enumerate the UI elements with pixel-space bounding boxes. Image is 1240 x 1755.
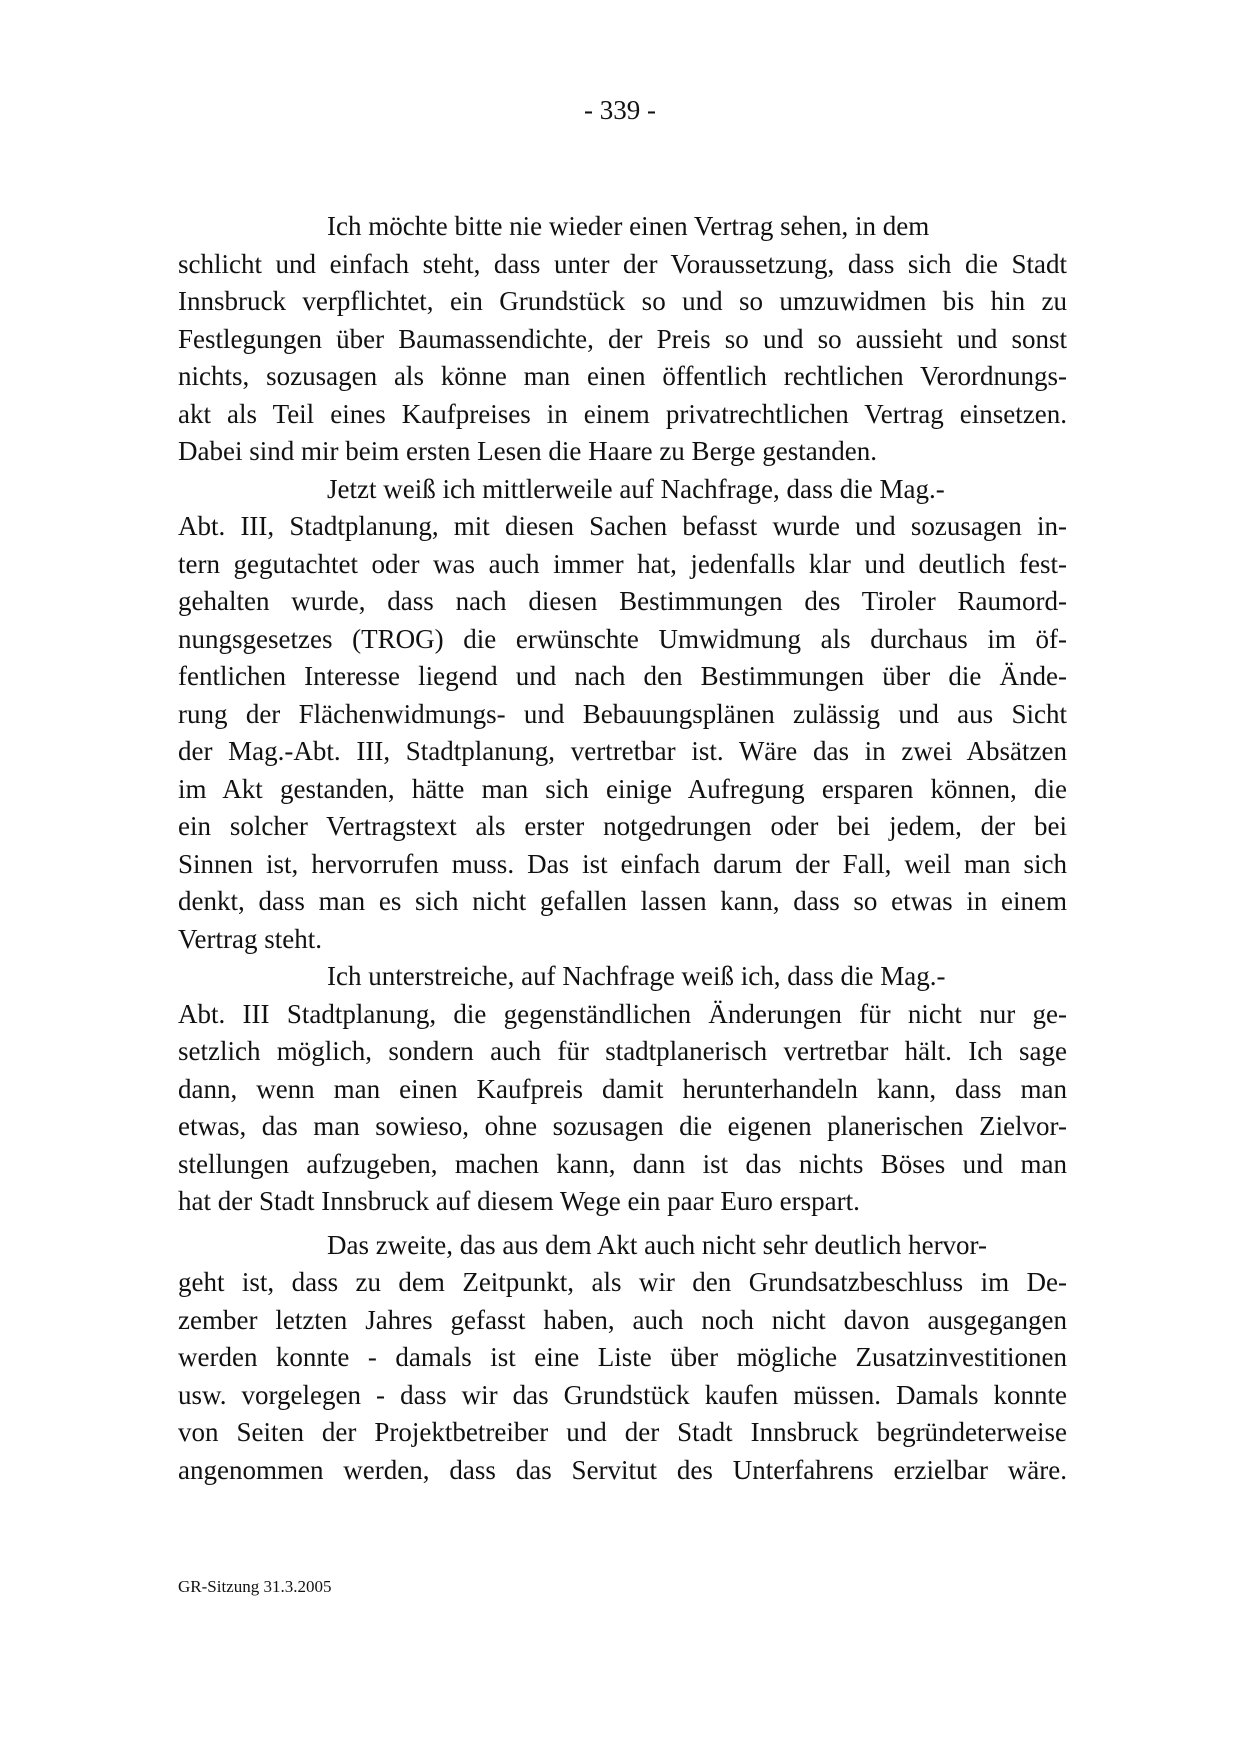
text-line: Ich unterstreiche, auf Nachfrage weiß ich, dass die Mag.-: [327, 961, 946, 991]
paragraph: [178, 471, 1067, 959]
text-line: tern gegutachtet oder was auch immer hat, jedenfalls klar und deutlich fest-: [178, 548, 1067, 579]
text-line: Sinnen ist, hervorrufen muss. Das ist einfach darum der Fall, weil man sich: [178, 848, 1067, 879]
text-line: gehalten wurde, dass nach diesen Bestimmungen des Tiroler Raumord-: [178, 586, 1067, 616]
text-line: Festlegungen über Baumassendichte, der Preis so und so aussieht und sonst: [178, 323, 1067, 354]
text-line: angenommen werden, dass das Servitut des Unterfahrens erzielbar wäre.: [178, 1454, 1067, 1485]
text-line: schlicht und einfach steht, dass unter der Voraussetzung, dass sich die Stadt: [178, 248, 1067, 279]
text-line: dann, wenn man einen Kaufpreis damit herunterhandeln kann, dass man: [178, 1073, 1067, 1104]
text-line: Ich möchte bitte nie wieder einen Vertrag sehen, in dem: [327, 211, 930, 241]
text-line: nungsgesetzes (TROG) die erwünschte Umwidmung als durchaus im öf-: [178, 623, 1067, 654]
text-line: Innsbruck verpflichtet, ein Grundstück so und so umzuwidmen bis hin zu: [178, 286, 1067, 316]
text-line: geht ist, dass zu dem Zeitpunkt, als wir den Grundsatzbeschluss im De-: [178, 1267, 1067, 1297]
text-line: denkt, dass man es sich nicht gefallen lassen kann, dass so etwas in einem: [178, 886, 1067, 916]
page-footer: GR-Sitzung 31.3.2005: [178, 1577, 332, 1596]
text-line: im Akt gestanden, hätte man sich einige Aufregung ersparen können, die: [178, 773, 1067, 804]
text-line: ein solcher Vertragstext als erster notgedrungen oder bei jedem, der bei: [178, 811, 1067, 841]
text-line: hat der Stadt Innsbruck auf diesem Wege ein paar Euro erspart.: [178, 1186, 860, 1216]
text-line: rung der Flächenwidmungs- und Bebauungsplänen zulässig und aus Sicht: [178, 698, 1067, 729]
text-line: Vertrag steht.: [178, 923, 322, 954]
text-line: fentlichen Interesse liegend und nach den Bestimmungen über die Ände-: [178, 661, 1067, 691]
page-number: - 339 -: [584, 95, 656, 125]
text-line: etwas, das man sowieso, ohne sozusagen die eigenen planerischen Zielvor-: [178, 1111, 1067, 1141]
text-line: Das zweite, das aus dem Akt auch nicht sehr deutlich hervor-: [327, 1229, 987, 1260]
text-line: nichts, sozusagen als könne man einen öffentlich rechtlichen Verordnungs-: [178, 361, 1067, 391]
text-line: setzlich möglich, sondern auch für stadtplanerisch vertretbar hält. Ich sage: [178, 1036, 1067, 1066]
text-line: akt als Teil eines Kaufpreises in einem privatrechtlichen Vertrag einsetzen.: [178, 398, 1067, 429]
paragraph: [178, 958, 1067, 1221]
text-line: Dabei sind mir beim ersten Lesen die Haare zu Berge gestanden.: [178, 436, 877, 466]
text-line: werden konnte - damals ist eine Liste über mögliche Zusatzinvestitionen: [178, 1342, 1067, 1372]
text-line: Abt. III Stadtplanung, die gegenständlichen Änderungen für nicht nur ge-: [178, 998, 1067, 1029]
text-line: usw. vorgelegen - dass wir das Grundstück kaufen müssen. Damals konnte: [178, 1379, 1067, 1410]
text-line: zember letzten Jahres gefasst haben, auch noch nicht davon ausgegangen: [178, 1304, 1067, 1335]
text-line: Jetzt weiß ich mittlerweile auf Nachfrage, dass die Mag.-: [327, 473, 945, 504]
text-line: der Mag.-Abt. III, Stadtplanung, vertretbar ist. Wäre das in zwei Absätzen: [178, 736, 1067, 766]
document-body: [178, 208, 1067, 1489]
text-line: von Seiten der Projektbetreiber und der Stadt Innsbruck begründeterweise: [178, 1417, 1067, 1447]
text-line: stellungen aufzugeben, machen kann, dann ist das nichts Böses und man: [178, 1148, 1067, 1179]
paragraph: [178, 208, 1067, 471]
text-line: Abt. III, Stadtplanung, mit diesen Sachen befasst wurde und sozusagen in-: [178, 511, 1067, 541]
paragraph: [178, 1227, 1067, 1490]
